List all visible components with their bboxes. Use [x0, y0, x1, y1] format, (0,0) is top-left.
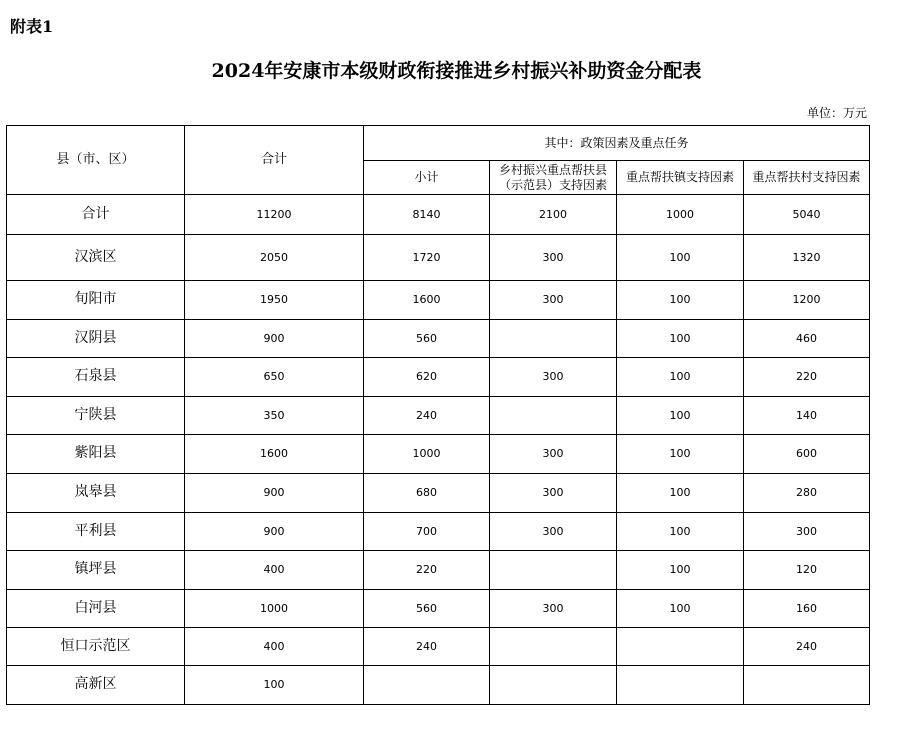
table-row — [7, 235, 870, 281]
cell-key-village-factor: 120 — [744, 551, 870, 590]
cell-demo-county-factor: 300 — [490, 281, 617, 320]
header-total: 合计 — [185, 126, 364, 195]
cell-subtotal: 8140 — [364, 195, 490, 235]
cell-key-town-factor: 100 — [617, 397, 744, 435]
cell-subtotal: 700 — [364, 513, 490, 551]
header-policy-group: 其中：政策因素及重点任务 — [364, 126, 870, 161]
cell-county: 石泉县 — [7, 358, 185, 397]
cell-key-village-factor: 600 — [744, 435, 870, 474]
cell-total: 11200 — [185, 195, 364, 235]
cell-key-town-factor: 100 — [617, 235, 744, 281]
cell-county: 高新区 — [7, 666, 185, 705]
page-title: 2024年安康市本级财政衔接推进乡村振兴补助资金分配表 — [211, 60, 702, 82]
cell-demo-county-factor: 300 — [490, 358, 617, 397]
table-row — [7, 590, 870, 628]
cell-county: 镇坪县 — [7, 551, 185, 590]
cell-demo-county-factor — [490, 397, 617, 435]
cell-key-village-factor: 220 — [744, 358, 870, 397]
header-key-village-factor: 重点帮扶村支持因素 — [744, 161, 870, 195]
cell-subtotal: 620 — [364, 358, 490, 397]
cell-county: 汉阴县 — [7, 320, 185, 358]
cell-key-town-factor: 100 — [617, 474, 744, 513]
cell-total: 400 — [185, 628, 364, 666]
cell-county: 宁陕县 — [7, 397, 185, 435]
cell-total: 2050 — [185, 235, 364, 281]
cell-county: 旬阳市 — [7, 281, 185, 320]
cell-demo-county-factor: 300 — [490, 435, 617, 474]
table-row — [7, 628, 870, 666]
cell-demo-county-factor — [490, 666, 617, 705]
cell-key-town-factor — [617, 628, 744, 666]
table-row — [7, 320, 870, 358]
cell-subtotal: 240 — [364, 628, 490, 666]
cell-county: 合计 — [7, 195, 185, 235]
table-row — [7, 358, 870, 397]
cell-key-village-factor: 160 — [744, 590, 870, 628]
cell-key-town-factor: 100 — [617, 435, 744, 474]
cell-subtotal: 560 — [364, 590, 490, 628]
cell-total: 900 — [185, 513, 364, 551]
cell-total: 100 — [185, 666, 364, 705]
cell-key-village-factor: 240 — [744, 628, 870, 666]
header-subtotal: 小计 — [364, 161, 490, 195]
cell-county: 汉滨区 — [7, 235, 185, 281]
cell-total: 1600 — [185, 435, 364, 474]
table-row — [7, 474, 870, 513]
cell-key-village-factor: 300 — [744, 513, 870, 551]
cell-county: 白河县 — [7, 590, 185, 628]
cell-subtotal: 560 — [364, 320, 490, 358]
cell-total: 1000 — [185, 590, 364, 628]
cell-subtotal: 680 — [364, 474, 490, 513]
cell-key-town-factor: 100 — [617, 281, 744, 320]
cell-key-village-factor: 460 — [744, 320, 870, 358]
table-row — [7, 435, 870, 474]
cell-total: 650 — [185, 358, 364, 397]
allocation-table — [6, 125, 870, 705]
table-row — [7, 666, 870, 705]
cell-demo-county-factor — [490, 628, 617, 666]
cell-demo-county-factor: 300 — [490, 474, 617, 513]
header-key-town-factor: 重点帮扶镇支持因素 — [617, 161, 744, 195]
cell-total: 350 — [185, 397, 364, 435]
table-row — [7, 551, 870, 590]
cell-subtotal: 240 — [364, 397, 490, 435]
cell-demo-county-factor: 300 — [490, 590, 617, 628]
header-county: 县（市、区） — [7, 126, 185, 195]
cell-demo-county-factor: 300 — [490, 235, 617, 281]
cell-subtotal: 1000 — [364, 435, 490, 474]
header-demo-county-factor: 乡村振兴重点帮扶县（示范县）支持因素 — [490, 161, 617, 195]
cell-key-town-factor — [617, 666, 744, 705]
annex-label: 附表1 — [10, 17, 54, 36]
cell-key-town-factor: 100 — [617, 320, 744, 358]
cell-key-town-factor: 100 — [617, 513, 744, 551]
unit-label: 单位：万元 — [806, 106, 867, 120]
cell-subtotal: 1600 — [364, 281, 490, 320]
cell-key-village-factor: 140 — [744, 397, 870, 435]
cell-key-town-factor: 100 — [617, 590, 744, 628]
cell-key-village-factor: 1320 — [744, 235, 870, 281]
cell-demo-county-factor: 300 — [490, 513, 617, 551]
cell-county: 平利县 — [7, 513, 185, 551]
cell-subtotal: 220 — [364, 551, 490, 590]
table-row — [7, 397, 870, 435]
cell-key-village-factor: 1200 — [744, 281, 870, 320]
cell-subtotal — [364, 666, 490, 705]
cell-total: 400 — [185, 551, 364, 590]
cell-county: 恒口示范区 — [7, 628, 185, 666]
header-row-1 — [7, 126, 870, 161]
cell-total: 900 — [185, 320, 364, 358]
cell-key-town-factor: 1000 — [617, 195, 744, 235]
cell-demo-county-factor — [490, 551, 617, 590]
cell-key-village-factor: 280 — [744, 474, 870, 513]
table-row — [7, 513, 870, 551]
cell-key-town-factor: 100 — [617, 551, 744, 590]
cell-county: 紫阳县 — [7, 435, 185, 474]
cell-subtotal: 1720 — [364, 235, 490, 281]
cell-key-village-factor: 5040 — [744, 195, 870, 235]
cell-demo-county-factor — [490, 320, 617, 358]
cell-total: 1950 — [185, 281, 364, 320]
table-body — [7, 195, 870, 705]
cell-total: 900 — [185, 474, 364, 513]
cell-key-town-factor: 100 — [617, 358, 744, 397]
cell-key-village-factor — [744, 666, 870, 705]
table-row — [7, 281, 870, 320]
cell-county: 岚皋县 — [7, 474, 185, 513]
cell-demo-county-factor: 2100 — [490, 195, 617, 235]
table-row-total — [7, 195, 870, 235]
